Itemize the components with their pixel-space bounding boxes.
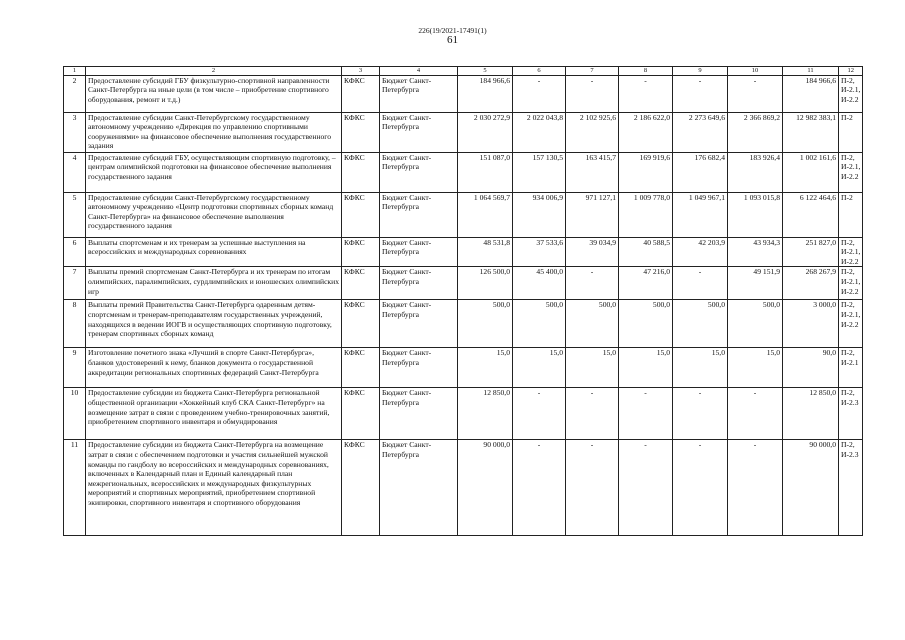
column-number: 11 (783, 67, 839, 76)
page-number: 61 (447, 34, 458, 46)
amount-cell: 184 966,6 (458, 75, 513, 112)
amount-cell: 1 093 015,8 (728, 192, 783, 237)
amount-cell: - (566, 388, 619, 440)
column-number-row (64, 67, 863, 76)
total-cell: 3 000,0 (783, 300, 839, 348)
amount-cell: - (566, 440, 619, 536)
amount-cell: 971 127,1 (566, 192, 619, 237)
table-row (64, 440, 863, 536)
row-number: 8 (64, 300, 86, 348)
row-number: 11 (64, 440, 86, 536)
amount-cell: 12 850,0 (458, 388, 513, 440)
row-number: 5 (64, 192, 86, 237)
indicator-ref: П-2, И-2.1, И-2.2 (839, 300, 863, 348)
amount-cell: - (673, 388, 728, 440)
row-number: 10 (64, 388, 86, 440)
column-number: 3 (342, 67, 380, 76)
amount-cell: 48 531,8 (458, 237, 513, 267)
amount-cell: - (513, 388, 566, 440)
amount-cell: 500,0 (513, 300, 566, 348)
amount-cell: 39 034,9 (566, 237, 619, 267)
measure-name: Предоставление субсидии Санкт-Петербургскому государственному автономному учреждению «Дирекция по управлению спортивными сооружениями» на финансовое обеспечение выполнения государственного задания (86, 112, 342, 152)
amount-cell: 1 064 569,7 (458, 192, 513, 237)
amount-cell: 500,0 (728, 300, 783, 348)
amount-cell: - (619, 388, 673, 440)
indicator-ref: П-2, И-2.3 (839, 388, 863, 440)
amount-cell: 163 415,7 (566, 152, 619, 192)
column-number: 8 (619, 67, 673, 76)
total-cell: 184 966,6 (783, 75, 839, 112)
amount-cell: 90 000,0 (458, 440, 513, 536)
executor-code: КФКС (342, 267, 380, 300)
amount-cell: - (728, 75, 783, 112)
table-row (64, 237, 863, 267)
total-cell: 268 267,9 (783, 267, 839, 300)
indicator-ref: П-2, И-2.1 (839, 348, 863, 388)
measure-name: Предоставление субсидий ГБУ физкультурно-спортивной направленности Санкт-Петербурга на иные цели (в том числе – приобретение спортивного оборудования, ремонт и т.д.) (86, 75, 342, 112)
amount-cell: 1 049 967,1 (673, 192, 728, 237)
executor-code: КФКС (342, 237, 380, 267)
indicator-ref: П-2, И-2.3 (839, 440, 863, 536)
column-number: 9 (673, 67, 728, 76)
executor-code: КФКС (342, 440, 380, 536)
row-number: 6 (64, 237, 86, 267)
column-number: 6 (513, 67, 566, 76)
table-row (64, 75, 863, 112)
measure-name: Предоставление субсидии из бюджета Санкт-Петербурга региональной общественной организации «Хоккейный клуб СКА Санкт-Петербург» на возмещение затрат в связи с проведением учебно-тренировочных занятий, приобретением спортивного инвентаря и обмундирования (86, 388, 342, 440)
executor-code: КФКС (342, 75, 380, 112)
table-row (64, 267, 863, 300)
amount-cell: - (619, 440, 673, 536)
amount-cell: 169 919,6 (619, 152, 673, 192)
measure-name: Предоставление субсидии из бюджета Санкт-Петербурга на возмещение затрат в связи с обеспечением подготовки и участия сильнейшей мужской команды по гандболу во всероссийских и международных соревнованиях, включенных в Календарный план и Единый календарный план межрегиональных, всероссийских и международных физкультурных мероприятий и спортивных мероприятий, приобретением спортивной экипировки, спортивного инвентаря и спортивного оборудования (86, 440, 342, 536)
amount-cell: 15,0 (458, 348, 513, 388)
amount-cell: 15,0 (619, 348, 673, 388)
amount-cell: 157 130,5 (513, 152, 566, 192)
amount-cell: 2 030 272,9 (458, 112, 513, 152)
amount-cell: 500,0 (566, 300, 619, 348)
column-number: 1 (64, 67, 86, 76)
amount-cell: 2 022 043,8 (513, 112, 566, 152)
amount-cell: 15,0 (673, 348, 728, 388)
funding-source: Бюджет Санкт-Петербурга (380, 267, 458, 300)
executor-code: КФКС (342, 300, 380, 348)
table-row (64, 300, 863, 348)
amount-cell: - (728, 440, 783, 536)
amount-cell: 37 533,6 (513, 237, 566, 267)
measure-name: Предоставление субсидии Санкт-Петербургскому государственному автономному учреждению «Центр подготовки спортивных сборных команд Санкт-Петербурга» на финансовое обеспечение выполнения государственного задания (86, 192, 342, 237)
funding-source: Бюджет Санкт-Петербурга (380, 152, 458, 192)
amount-cell: 183 926,4 (728, 152, 783, 192)
measure-name: Выплаты премий спортсменам Санкт-Петербурга и их тренерам по итогам олимпийских, паралимпийских, сурдлимпийских и юношеских олимпийских игр (86, 267, 342, 300)
total-cell: 90 000,0 (783, 440, 839, 536)
total-cell: 251 827,0 (783, 237, 839, 267)
amount-cell: 2 273 649,6 (673, 112, 728, 152)
column-number: 5 (458, 67, 513, 76)
amount-cell: - (513, 75, 566, 112)
amount-cell: 176 682,4 (673, 152, 728, 192)
executor-code: КФКС (342, 348, 380, 388)
table-row (64, 192, 863, 237)
row-number: 7 (64, 267, 86, 300)
amount-cell: 42 203,9 (673, 237, 728, 267)
budget-table (63, 66, 863, 536)
indicator-ref: П-2, И-2.1, И-2.2 (839, 237, 863, 267)
indicator-ref: П-2, И-2.1, И-2.2 (839, 152, 863, 192)
measure-name: Выплаты премий Правительства Санкт-Петербурга одаренным детям-спортсменам и тренерам-преподавателям государственных учреждений, находящихся в ведении ИОГВ и осуществляющих спортивную подготовку, тренерам спортивных сборных команд (86, 300, 342, 348)
amount-cell: 15,0 (566, 348, 619, 388)
column-number: 7 (566, 67, 619, 76)
table-row (64, 348, 863, 388)
amount-cell: 2 186 622,0 (619, 112, 673, 152)
funding-source: Бюджет Санкт-Петербурга (380, 192, 458, 237)
measure-name: Предоставление субсидий ГБУ, осуществляющим спортивную подготовку, – центрам олимпийской подготовки на финансовое обеспечение выполнения государственного задания (86, 152, 342, 192)
amount-cell: - (513, 440, 566, 536)
executor-code: КФКС (342, 388, 380, 440)
row-number: 4 (64, 152, 86, 192)
amount-cell: 43 934,3 (728, 237, 783, 267)
amount-cell: 500,0 (458, 300, 513, 348)
measure-name: Изготовление почетного знака «Лучший в спорте Санкт-Петербурга», бланков удостоверений к нему, бланков документа о государственной аккредитации региональных спортивных федераций Санкт-Петербурга (86, 348, 342, 388)
amount-cell: 151 087,0 (458, 152, 513, 192)
total-cell: 90,0 (783, 348, 839, 388)
document-number: 226(19/2021-17491(1) (418, 26, 487, 35)
measure-name: Выплаты спортсменам и их тренерам за успешные выступления на всероссийских и международных соревнованиях (86, 237, 342, 267)
amount-cell: 15,0 (513, 348, 566, 388)
amount-cell: - (566, 75, 619, 112)
funding-source: Бюджет Санкт-Петербурга (380, 300, 458, 348)
funding-source: Бюджет Санкт-Петербурга (380, 440, 458, 536)
indicator-ref: П-2, И-2.1, И-2.2 (839, 75, 863, 112)
table-row (64, 388, 863, 440)
amount-cell: 40 588,5 (619, 237, 673, 267)
amount-cell: 47 216,0 (619, 267, 673, 300)
amount-cell: - (673, 267, 728, 300)
total-cell: 6 122 464,6 (783, 192, 839, 237)
amount-cell: - (619, 75, 673, 112)
total-cell: 12 982 383,1 (783, 112, 839, 152)
amount-cell: 2 102 925,6 (566, 112, 619, 152)
column-number: 4 (380, 67, 458, 76)
funding-source: Бюджет Санкт-Петербурга (380, 75, 458, 112)
row-number: 3 (64, 112, 86, 152)
executor-code: КФКС (342, 192, 380, 237)
amount-cell: 934 006,9 (513, 192, 566, 237)
funding-source: Бюджет Санкт-Петербурга (380, 388, 458, 440)
amount-cell: - (673, 75, 728, 112)
page-header (0, 26, 905, 45)
funding-source: Бюджет Санкт-Петербурга (380, 112, 458, 152)
amount-cell: 15,0 (728, 348, 783, 388)
amount-cell: 45 400,0 (513, 267, 566, 300)
indicator-ref: П-2 (839, 192, 863, 237)
column-number: 12 (839, 67, 863, 76)
amount-cell: - (728, 388, 783, 440)
funding-source: Бюджет Санкт-Петербурга (380, 348, 458, 388)
amount-cell: 500,0 (673, 300, 728, 348)
row-number: 2 (64, 75, 86, 112)
amount-cell: 1 009 778,0 (619, 192, 673, 237)
table-body (64, 67, 863, 536)
table-row (64, 112, 863, 152)
total-cell: 12 850,0 (783, 388, 839, 440)
amount-cell: 500,0 (619, 300, 673, 348)
funding-source: Бюджет Санкт-Петербурга (380, 237, 458, 267)
indicator-ref: П-2 (839, 112, 863, 152)
amount-cell: - (566, 267, 619, 300)
column-number: 10 (728, 67, 783, 76)
amount-cell: - (673, 440, 728, 536)
amount-cell: 49 151,9 (728, 267, 783, 300)
executor-code: КФКС (342, 152, 380, 192)
column-number: 2 (86, 67, 342, 76)
indicator-ref: П-2, И-2.1, И-2.2 (839, 267, 863, 300)
total-cell: 1 002 161,6 (783, 152, 839, 192)
table-row (64, 152, 863, 192)
executor-code: КФКС (342, 112, 380, 152)
amount-cell: 126 500,0 (458, 267, 513, 300)
amount-cell: 2 366 869,2 (728, 112, 783, 152)
row-number: 9 (64, 348, 86, 388)
